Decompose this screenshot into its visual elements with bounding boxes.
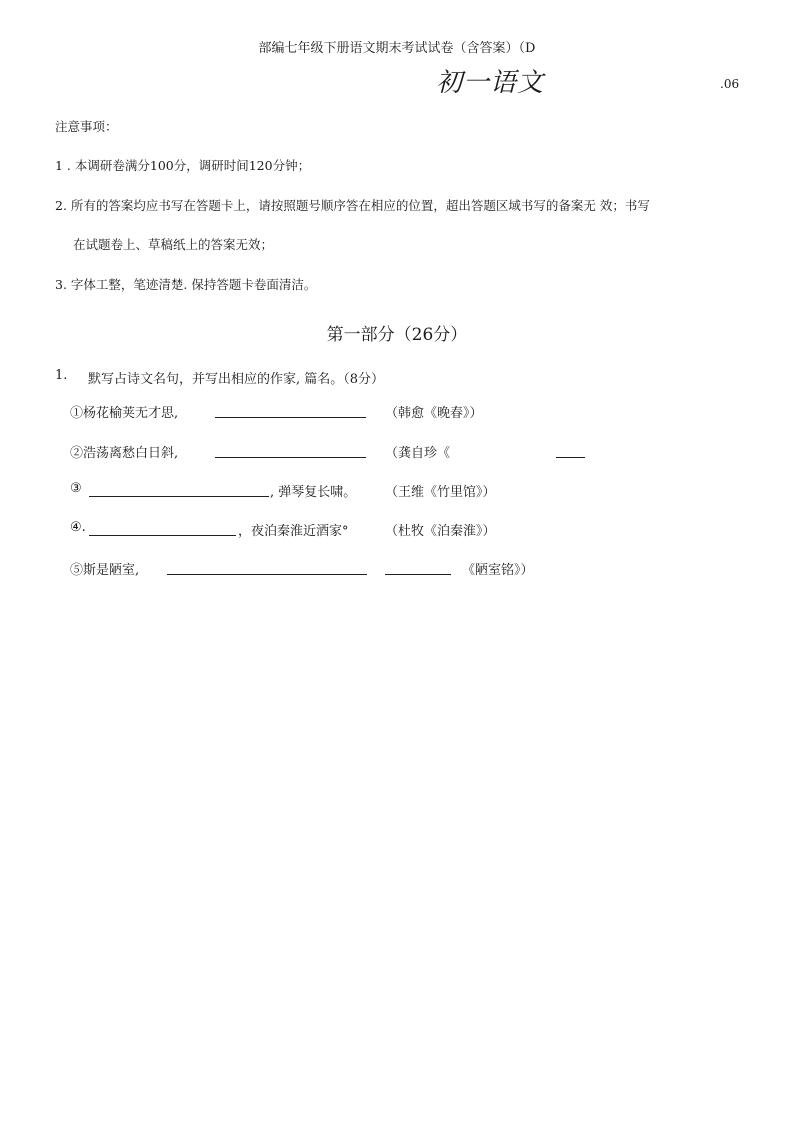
notice-item-1: 1 . 本调研卷满分100分，调研时间120分钟； [55,158,311,173]
item-4-source: （杜牧《泊秦淮》） [385,524,496,539]
item-5-author-blank[interactable] [385,573,451,575]
item-2-label: ②浩荡离愁白日斜, [70,446,179,461]
notice-item-2: 2. 所有的答案均应书写在答题卡上，请按照题号顺序答在相应的位置，超出答题区域书写的备案无 效；书写 [55,198,650,213]
notice-item-2-continued: 在试题卷上、草稿纸上的答案无效； [73,237,274,252]
item-5-source: 《陋室铭》） [462,563,534,578]
section-title: 第一部分（26分） [326,325,468,345]
item-1-answer-blank[interactable] [215,416,366,418]
question-number: 1. [55,368,68,383]
item-2-source: （龚自珍《 [385,446,451,461]
date-mark: .06 [720,77,740,91]
item-3-source: （王维《竹里馆》） [385,485,496,500]
item-1-source: （韩愈《晚春》） [385,406,483,421]
item-4-after-text: ，夜泊秦淮近酒家° [238,524,349,539]
item-3-after-text: , 弹琴复长啸。 [270,485,357,500]
item-3-answer-blank[interactable] [89,495,269,497]
item-1-label: ①杨花榆荚无才思, [70,406,179,421]
question-prompt: 默写占诗文名句，并写出相应的作家, 篇名。（8分） [88,372,385,387]
item-2-answer-blank[interactable] [215,456,366,458]
notice-heading: 注意事项： [55,119,118,134]
item-4-label: ④. [70,520,86,535]
item-4-answer-blank[interactable] [89,534,236,536]
notice-item-3: 3. 字体工整，笔迹清楚. 保持答题卡卷面清洁。 [55,277,317,292]
item-5-answer-blank[interactable] [167,573,367,575]
item-2-title-blank[interactable] [556,456,585,458]
document-title: 部编七年级下册语文期末考试试卷（含答案）（D [258,41,536,56]
subject-title: 初一语文 [436,68,545,98]
item-3-label: ③ [70,481,82,496]
item-5-label: ⑤斯是陋室, [70,563,140,578]
